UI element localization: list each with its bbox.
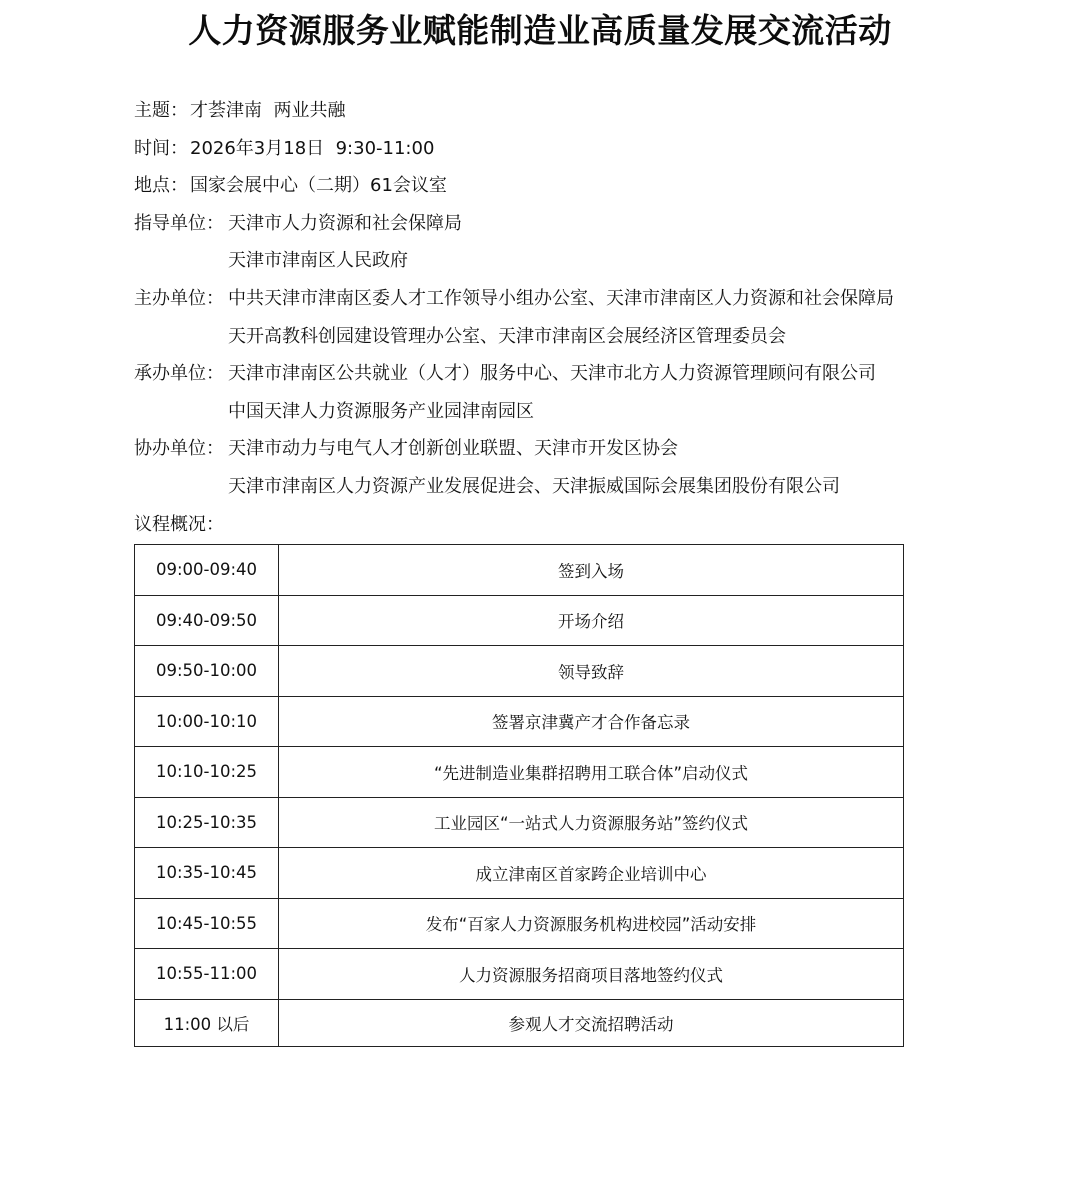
organizer-line-1: 天津市津南区公共就业（人才）服务中心、天津市北方人力资源管理顾问有限公司 [228,363,876,385]
agenda-time: 09:50-10:00 [135,646,279,697]
host-line-2: 天开高教科创园建设管理办公室、天津市津南区会展经济区管理委员会 [228,325,786,347]
table-row [135,797,904,848]
page-title: 人力资源服务业赋能制造业高质量发展交流活动 [188,11,892,50]
guide-line-1: 天津市人力资源和社会保障局 [228,212,462,234]
agenda-item: 人力资源服务招商项目落地签约仪式 [279,949,904,1000]
time-value: 2026年3月18日 9:30-11:00 [190,137,435,159]
agenda-label: 议程概况： [134,514,224,535]
organizer-label: 承办单位： [134,363,224,385]
location-label: 地点： [134,175,188,197]
info-guide [134,205,1034,243]
agenda-time: 10:10-10:25 [135,747,279,798]
agenda-item: 领导致辞 [279,646,904,697]
agenda-time: 11:00 以后 [135,999,279,1046]
table-row [135,646,904,697]
host-line-1: 中共天津市津南区委人才工作领导小组办公室、天津市津南区人力资源和社会保障局 [228,287,894,309]
table-row [135,999,904,1046]
table-row [135,848,904,899]
agenda-item: 成立津南区首家跨企业培训中心 [279,848,904,899]
organizer-line-2: 中国天津人力资源服务产业园津南园区 [228,400,534,422]
agenda-item: 签到入场 [279,545,904,596]
info-location [134,167,1034,205]
agenda-time: 10:00-10:10 [135,696,279,747]
theme-value: 才荟津南 两业共融 [190,100,346,121]
agenda-item: 签署京津冀产才合作备忘录 [279,696,904,747]
info-guide-cont [134,242,1034,280]
co-organizer-line-1: 天津市动力与电气人才创新创业联盟、天津市开发区协会 [228,438,678,460]
info-theme [134,92,1034,130]
agenda-item: 参观人才交流招聘活动 [279,999,904,1046]
host-label: 主办单位： [134,287,224,309]
info-co-organizer [134,430,1034,468]
info-organizer [134,355,1034,393]
agenda-item: 发布“百家人力资源服务机构进校园”活动安排 [279,898,904,949]
agenda-table [134,544,904,1047]
info-host-cont [134,318,1034,356]
table-row [135,898,904,949]
event-info [134,92,1034,506]
table-row [135,747,904,798]
agenda-item: 开场介绍 [279,595,904,646]
table-row [135,595,904,646]
agenda-item: “先进制造业集群招聘用工联合体”启动仪式 [279,747,904,798]
agenda-time: 10:55-11:00 [135,949,279,1000]
agenda-time: 09:40-09:50 [135,595,279,646]
table-row [135,545,904,596]
agenda-time: 10:35-10:45 [135,848,279,899]
info-co-organizer-cont [134,468,1034,506]
co-organizer-label: 协办单位： [134,438,224,460]
location-value: 国家会展中心（二期）61会议室 [190,175,447,197]
time-label: 时间： [134,137,188,159]
info-organizer-cont [134,393,1034,431]
guide-line-2: 天津市津南区人民政府 [228,250,408,272]
table-row [135,696,904,747]
info-host [134,280,1034,318]
agenda-item: 工业园区“一站式人力资源服务站”签约仪式 [279,797,904,848]
table-row [135,949,904,1000]
info-time [134,130,1034,168]
agenda-time: 10:25-10:35 [135,797,279,848]
agenda-time: 09:00-09:40 [135,545,279,596]
theme-label: 主题： [134,100,188,121]
co-organizer-line-2: 天津市津南区人力资源产业发展促进会、天津振威国际会展集团股份有限公司 [228,475,840,497]
guide-label: 指导单位： [134,212,224,234]
agenda-time: 10:45-10:55 [135,898,279,949]
